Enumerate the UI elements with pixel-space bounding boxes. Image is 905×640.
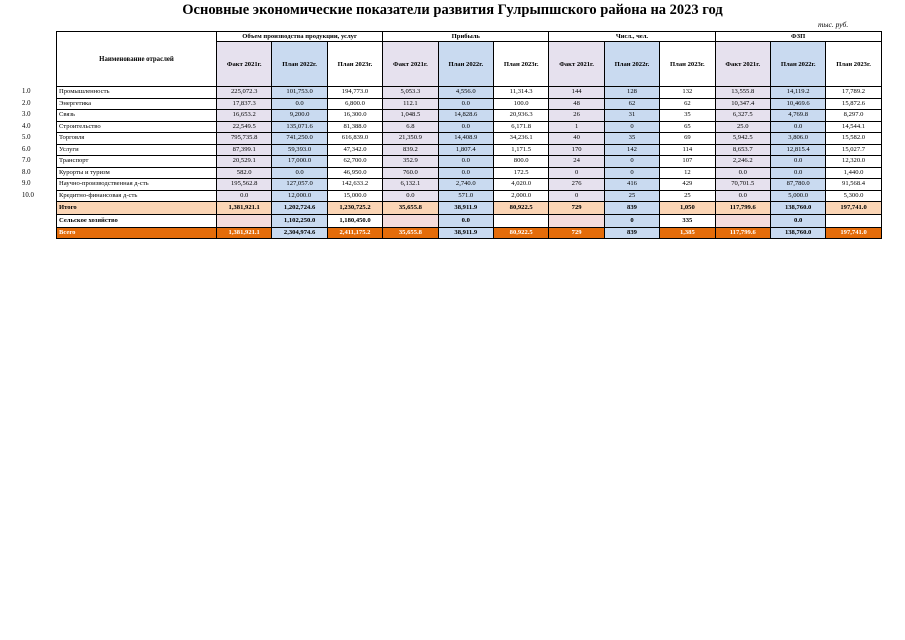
cell-value: 69 bbox=[660, 133, 715, 145]
cell-value: 59,393.0 bbox=[272, 144, 327, 156]
column-header: План 2022г. bbox=[604, 42, 659, 87]
cell-value: 0.0 bbox=[715, 190, 770, 202]
cell-value: 16,300.0 bbox=[327, 110, 382, 122]
cell-value: 35 bbox=[660, 110, 715, 122]
table-row bbox=[57, 87, 882, 99]
row-name: Курорты и туризм bbox=[57, 167, 217, 179]
cell-value: 1,807.4 bbox=[438, 144, 493, 156]
cell-value: 839 bbox=[604, 202, 659, 215]
cell-value: 0.0 bbox=[272, 98, 327, 110]
cell-value: 5,000.0 bbox=[770, 190, 825, 202]
cell-value: 6,800.0 bbox=[327, 98, 382, 110]
cell-value: 741,250.0 bbox=[272, 133, 327, 145]
cell-value: 46,950.0 bbox=[327, 167, 382, 179]
row-number: 2.0 bbox=[22, 99, 31, 107]
cell-value bbox=[826, 215, 881, 228]
cell-value: 62,700.0 bbox=[327, 156, 382, 168]
cell-value: 87,399.1 bbox=[217, 144, 272, 156]
cell-value: 0.0 bbox=[770, 215, 825, 228]
cell-value: 5,053.3 bbox=[383, 87, 438, 99]
cell-value: 1,385 bbox=[660, 228, 715, 239]
cell-value: 135,071.6 bbox=[272, 121, 327, 133]
cell-value: 0.0 bbox=[438, 215, 493, 228]
cell-value bbox=[493, 215, 548, 228]
cell-value: 15,582.0 bbox=[826, 133, 881, 145]
cell-value: 14,119.2 bbox=[770, 87, 825, 99]
cell-value: 9,200.0 bbox=[272, 110, 327, 122]
row-numbers bbox=[22, 86, 34, 201]
group-header-payroll: ФЗП bbox=[715, 32, 881, 42]
table-row bbox=[57, 167, 882, 179]
cell-value: 70,701.5 bbox=[715, 179, 770, 191]
cell-value: 4,769.8 bbox=[770, 110, 825, 122]
cell-value: 138,760.0 bbox=[770, 228, 825, 239]
cell-value: 0.0 bbox=[272, 167, 327, 179]
cell-value: 127,057.0 bbox=[272, 179, 327, 191]
table-row bbox=[57, 133, 882, 145]
cell-value: 12,000.0 bbox=[272, 190, 327, 202]
cell-value: 14,544.1 bbox=[826, 121, 881, 133]
group-header-profit: Прибыль bbox=[383, 32, 549, 42]
column-header: План 2022г. bbox=[438, 42, 493, 87]
cell-value: 2,740.0 bbox=[438, 179, 493, 191]
cell-value: 14,408.9 bbox=[438, 133, 493, 145]
table-row bbox=[57, 156, 882, 168]
cell-value: 0.0 bbox=[438, 167, 493, 179]
column-header: Факт 2021г. bbox=[715, 42, 770, 87]
cell-value: 0.0 bbox=[438, 121, 493, 133]
row-name: Сельское хозяйство bbox=[57, 215, 217, 228]
cell-value: 40 bbox=[549, 133, 604, 145]
row-name: Торговля bbox=[57, 133, 217, 145]
cell-value: 0.0 bbox=[770, 121, 825, 133]
cell-value: 1,050 bbox=[660, 202, 715, 215]
cell-value bbox=[383, 215, 438, 228]
cell-value: 16,653.2 bbox=[217, 110, 272, 122]
table-row bbox=[57, 228, 882, 239]
row-name: Транспорт bbox=[57, 156, 217, 168]
table-row bbox=[57, 190, 882, 202]
cell-value: 839.2 bbox=[383, 144, 438, 156]
cell-value: 0.0 bbox=[438, 156, 493, 168]
cell-value: 335 bbox=[660, 215, 715, 228]
cell-value: 65 bbox=[660, 121, 715, 133]
cell-value: 0.0 bbox=[217, 190, 272, 202]
row-name: Всего bbox=[57, 228, 217, 239]
column-header: План 2023г. bbox=[493, 42, 548, 87]
cell-value: 10,469.6 bbox=[770, 98, 825, 110]
table-row bbox=[57, 202, 882, 215]
cell-value: 34,236.1 bbox=[493, 133, 548, 145]
cell-value: 800.0 bbox=[493, 156, 548, 168]
cell-value: 6,132.1 bbox=[383, 179, 438, 191]
cell-value: 112.1 bbox=[383, 98, 438, 110]
cell-value: 15,872.6 bbox=[826, 98, 881, 110]
cell-value: 101,753.0 bbox=[272, 87, 327, 99]
column-header: Факт 2021г. bbox=[217, 42, 272, 87]
cell-value: 20,529.1 bbox=[217, 156, 272, 168]
cell-value: 5,942.5 bbox=[715, 133, 770, 145]
cell-value: 760.0 bbox=[383, 167, 438, 179]
cell-value: 144 bbox=[549, 87, 604, 99]
cell-value: 1,381,921.1 bbox=[217, 228, 272, 239]
cell-value: 2,304,974.6 bbox=[272, 228, 327, 239]
cell-value: 4,020.0 bbox=[493, 179, 548, 191]
cell-value: 2,246.2 bbox=[715, 156, 770, 168]
header-name: Наименование отраслей bbox=[57, 32, 217, 87]
cell-value: 616,839.0 bbox=[327, 133, 382, 145]
cell-value: 12,320.0 bbox=[826, 156, 881, 168]
cell-value: 10,347.4 bbox=[715, 98, 770, 110]
cell-value: 128 bbox=[604, 87, 659, 99]
row-number: 7.0 bbox=[22, 157, 31, 164]
cell-value: 142,633.2 bbox=[327, 179, 382, 191]
cell-value: 132 bbox=[660, 87, 715, 99]
cell-value: 25 bbox=[604, 190, 659, 202]
row-number: 4.0 bbox=[22, 122, 31, 130]
table-row bbox=[57, 179, 882, 191]
cell-value: 416 bbox=[604, 179, 659, 191]
cell-value: 1,381,921.1 bbox=[217, 202, 272, 215]
cell-value: 62 bbox=[604, 98, 659, 110]
cell-value: 1,048.5 bbox=[383, 110, 438, 122]
cell-value: 31 bbox=[604, 110, 659, 122]
cell-value: 117,799.6 bbox=[715, 202, 770, 215]
cell-value: 142 bbox=[604, 144, 659, 156]
cell-value: 0 bbox=[549, 190, 604, 202]
cell-value: 0.0 bbox=[383, 190, 438, 202]
cell-value: 80,922.5 bbox=[493, 228, 548, 239]
page-title: Основные экономические показатели развития Гулрыпшского района на 2023 год bbox=[182, 2, 723, 18]
row-name: Кредитно-финансовая д-сть bbox=[57, 190, 217, 202]
cell-value: 2,411,175.2 bbox=[327, 228, 382, 239]
cell-value: 13,555.8 bbox=[715, 87, 770, 99]
row-number: 9.0 bbox=[22, 180, 31, 187]
cell-value: 1,102,250.0 bbox=[272, 215, 327, 228]
cell-value: 107 bbox=[660, 156, 715, 168]
table-row bbox=[57, 144, 882, 156]
cell-value: 3,806.0 bbox=[770, 133, 825, 145]
table-row bbox=[57, 98, 882, 110]
row-number: 8.0 bbox=[22, 168, 31, 176]
cell-value: 12,815.4 bbox=[770, 144, 825, 156]
cell-value: 47,342.0 bbox=[327, 144, 382, 156]
cell-value: 4,556.0 bbox=[438, 87, 493, 99]
cell-value: 6,171.8 bbox=[493, 121, 548, 133]
cell-value: 138,760.0 bbox=[770, 202, 825, 215]
row-number: 6.0 bbox=[22, 145, 31, 153]
cell-value: 0.0 bbox=[438, 98, 493, 110]
cell-value: 100.0 bbox=[493, 98, 548, 110]
row-name: Услуги bbox=[57, 144, 217, 156]
cell-value: 0 bbox=[604, 167, 659, 179]
cell-value: 225,072.3 bbox=[217, 87, 272, 99]
cell-value: 0.0 bbox=[770, 167, 825, 179]
column-header: План 2023г. bbox=[660, 42, 715, 87]
cell-value: 62 bbox=[660, 98, 715, 110]
cell-value: 91,568.4 bbox=[826, 179, 881, 191]
row-number: 10.0 bbox=[22, 191, 34, 199]
table-row bbox=[57, 110, 882, 122]
cell-value: 0 bbox=[604, 156, 659, 168]
cell-value: 25.0 bbox=[715, 121, 770, 133]
cell-value: 21,350.9 bbox=[383, 133, 438, 145]
cell-value: 6,327.5 bbox=[715, 110, 770, 122]
cell-value: 1,180,450.0 bbox=[327, 215, 382, 228]
cell-value: 571.0 bbox=[438, 190, 493, 202]
cell-value: 276 bbox=[549, 179, 604, 191]
cell-value: 839 bbox=[604, 228, 659, 239]
cell-value: 35 bbox=[604, 133, 659, 145]
row-name: Строительство bbox=[57, 121, 217, 133]
cell-value: 114 bbox=[660, 144, 715, 156]
cell-value: 172.5 bbox=[493, 167, 548, 179]
cell-value: 429 bbox=[660, 179, 715, 191]
cell-value: 38,911.9 bbox=[438, 228, 493, 239]
cell-value: 1 bbox=[549, 121, 604, 133]
cell-value: 1,171.5 bbox=[493, 144, 548, 156]
cell-value: 352.9 bbox=[383, 156, 438, 168]
cell-value: 0 bbox=[604, 121, 659, 133]
cell-value: 25 bbox=[660, 190, 715, 202]
cell-value: 87,780.0 bbox=[770, 179, 825, 191]
table-row bbox=[57, 215, 882, 228]
cell-value: 48 bbox=[549, 98, 604, 110]
indicators-table bbox=[56, 31, 882, 239]
row-number: 5.0 bbox=[22, 134, 31, 141]
cell-value: 81,388.0 bbox=[327, 121, 382, 133]
row-name: Итого bbox=[57, 202, 217, 215]
cell-value: 195,562.8 bbox=[217, 179, 272, 191]
cell-value: 35,655.8 bbox=[383, 228, 438, 239]
cell-value: 197,741.0 bbox=[826, 228, 881, 239]
row-number: 3.0 bbox=[22, 111, 31, 118]
cell-value: 0.0 bbox=[715, 167, 770, 179]
cell-value: 24 bbox=[549, 156, 604, 168]
table-row bbox=[57, 121, 882, 133]
cell-value: 80,922.5 bbox=[493, 202, 548, 215]
cell-value: 12 bbox=[660, 167, 715, 179]
cell-value: 1,202,724.6 bbox=[272, 202, 327, 215]
cell-value: 15,000.0 bbox=[327, 190, 382, 202]
cell-value: 0 bbox=[549, 167, 604, 179]
cell-value: 11,314.3 bbox=[493, 87, 548, 99]
cell-value bbox=[549, 215, 604, 228]
column-header: План 2023г. bbox=[826, 42, 881, 87]
cell-value: 26 bbox=[549, 110, 604, 122]
column-header: Факт 2021г. bbox=[383, 42, 438, 87]
cell-value: 197,741.0 bbox=[826, 202, 881, 215]
cell-value: 1,230,725.2 bbox=[327, 202, 382, 215]
row-name: Связь bbox=[57, 110, 217, 122]
row-name: Энергетика bbox=[57, 98, 217, 110]
cell-value: 15,027.7 bbox=[826, 144, 881, 156]
cell-value: 17,000.0 bbox=[272, 156, 327, 168]
cell-value: 170 bbox=[549, 144, 604, 156]
cell-value: 795,735.8 bbox=[217, 133, 272, 145]
column-header: План 2022г. bbox=[770, 42, 825, 87]
cell-value: 5,300.0 bbox=[826, 190, 881, 202]
units-note: тыс. руб. bbox=[818, 20, 849, 29]
cell-value: 22,549.5 bbox=[217, 121, 272, 133]
cell-value bbox=[715, 215, 770, 228]
cell-value: 2,000.0 bbox=[493, 190, 548, 202]
row-name: Промышленность bbox=[57, 87, 217, 99]
cell-value: 582.0 bbox=[217, 167, 272, 179]
cell-value: 17,837.3 bbox=[217, 98, 272, 110]
group-header-headcount: Числ., чел. bbox=[549, 32, 715, 42]
cell-value bbox=[217, 215, 272, 228]
cell-value: 14,828.6 bbox=[438, 110, 493, 122]
cell-value: 38,911.9 bbox=[438, 202, 493, 215]
cell-value: 0.0 bbox=[770, 156, 825, 168]
cell-value: 8,653.7 bbox=[715, 144, 770, 156]
cell-value: 17,789.2 bbox=[826, 87, 881, 99]
column-header: План 2022г. bbox=[272, 42, 327, 87]
cell-value: 8,297.0 bbox=[826, 110, 881, 122]
cell-value: 194,773.0 bbox=[327, 87, 382, 99]
cell-value: 117,799.6 bbox=[715, 228, 770, 239]
column-header: Факт 2021г. bbox=[549, 42, 604, 87]
column-header: План 2023г. bbox=[327, 42, 382, 87]
group-header-production: Объем производства продукции, услуг bbox=[217, 32, 383, 42]
row-name: Научно-производственная д-сть bbox=[57, 179, 217, 191]
cell-value: 6.8 bbox=[383, 121, 438, 133]
cell-value: 35,655.8 bbox=[383, 202, 438, 215]
cell-value: 729 bbox=[549, 202, 604, 215]
cell-value: 729 bbox=[549, 228, 604, 239]
cell-value: 1,440.0 bbox=[826, 167, 881, 179]
row-number: 1.0 bbox=[22, 88, 31, 95]
cell-value: 0 bbox=[604, 215, 659, 228]
cell-value: 20,936.3 bbox=[493, 110, 548, 122]
